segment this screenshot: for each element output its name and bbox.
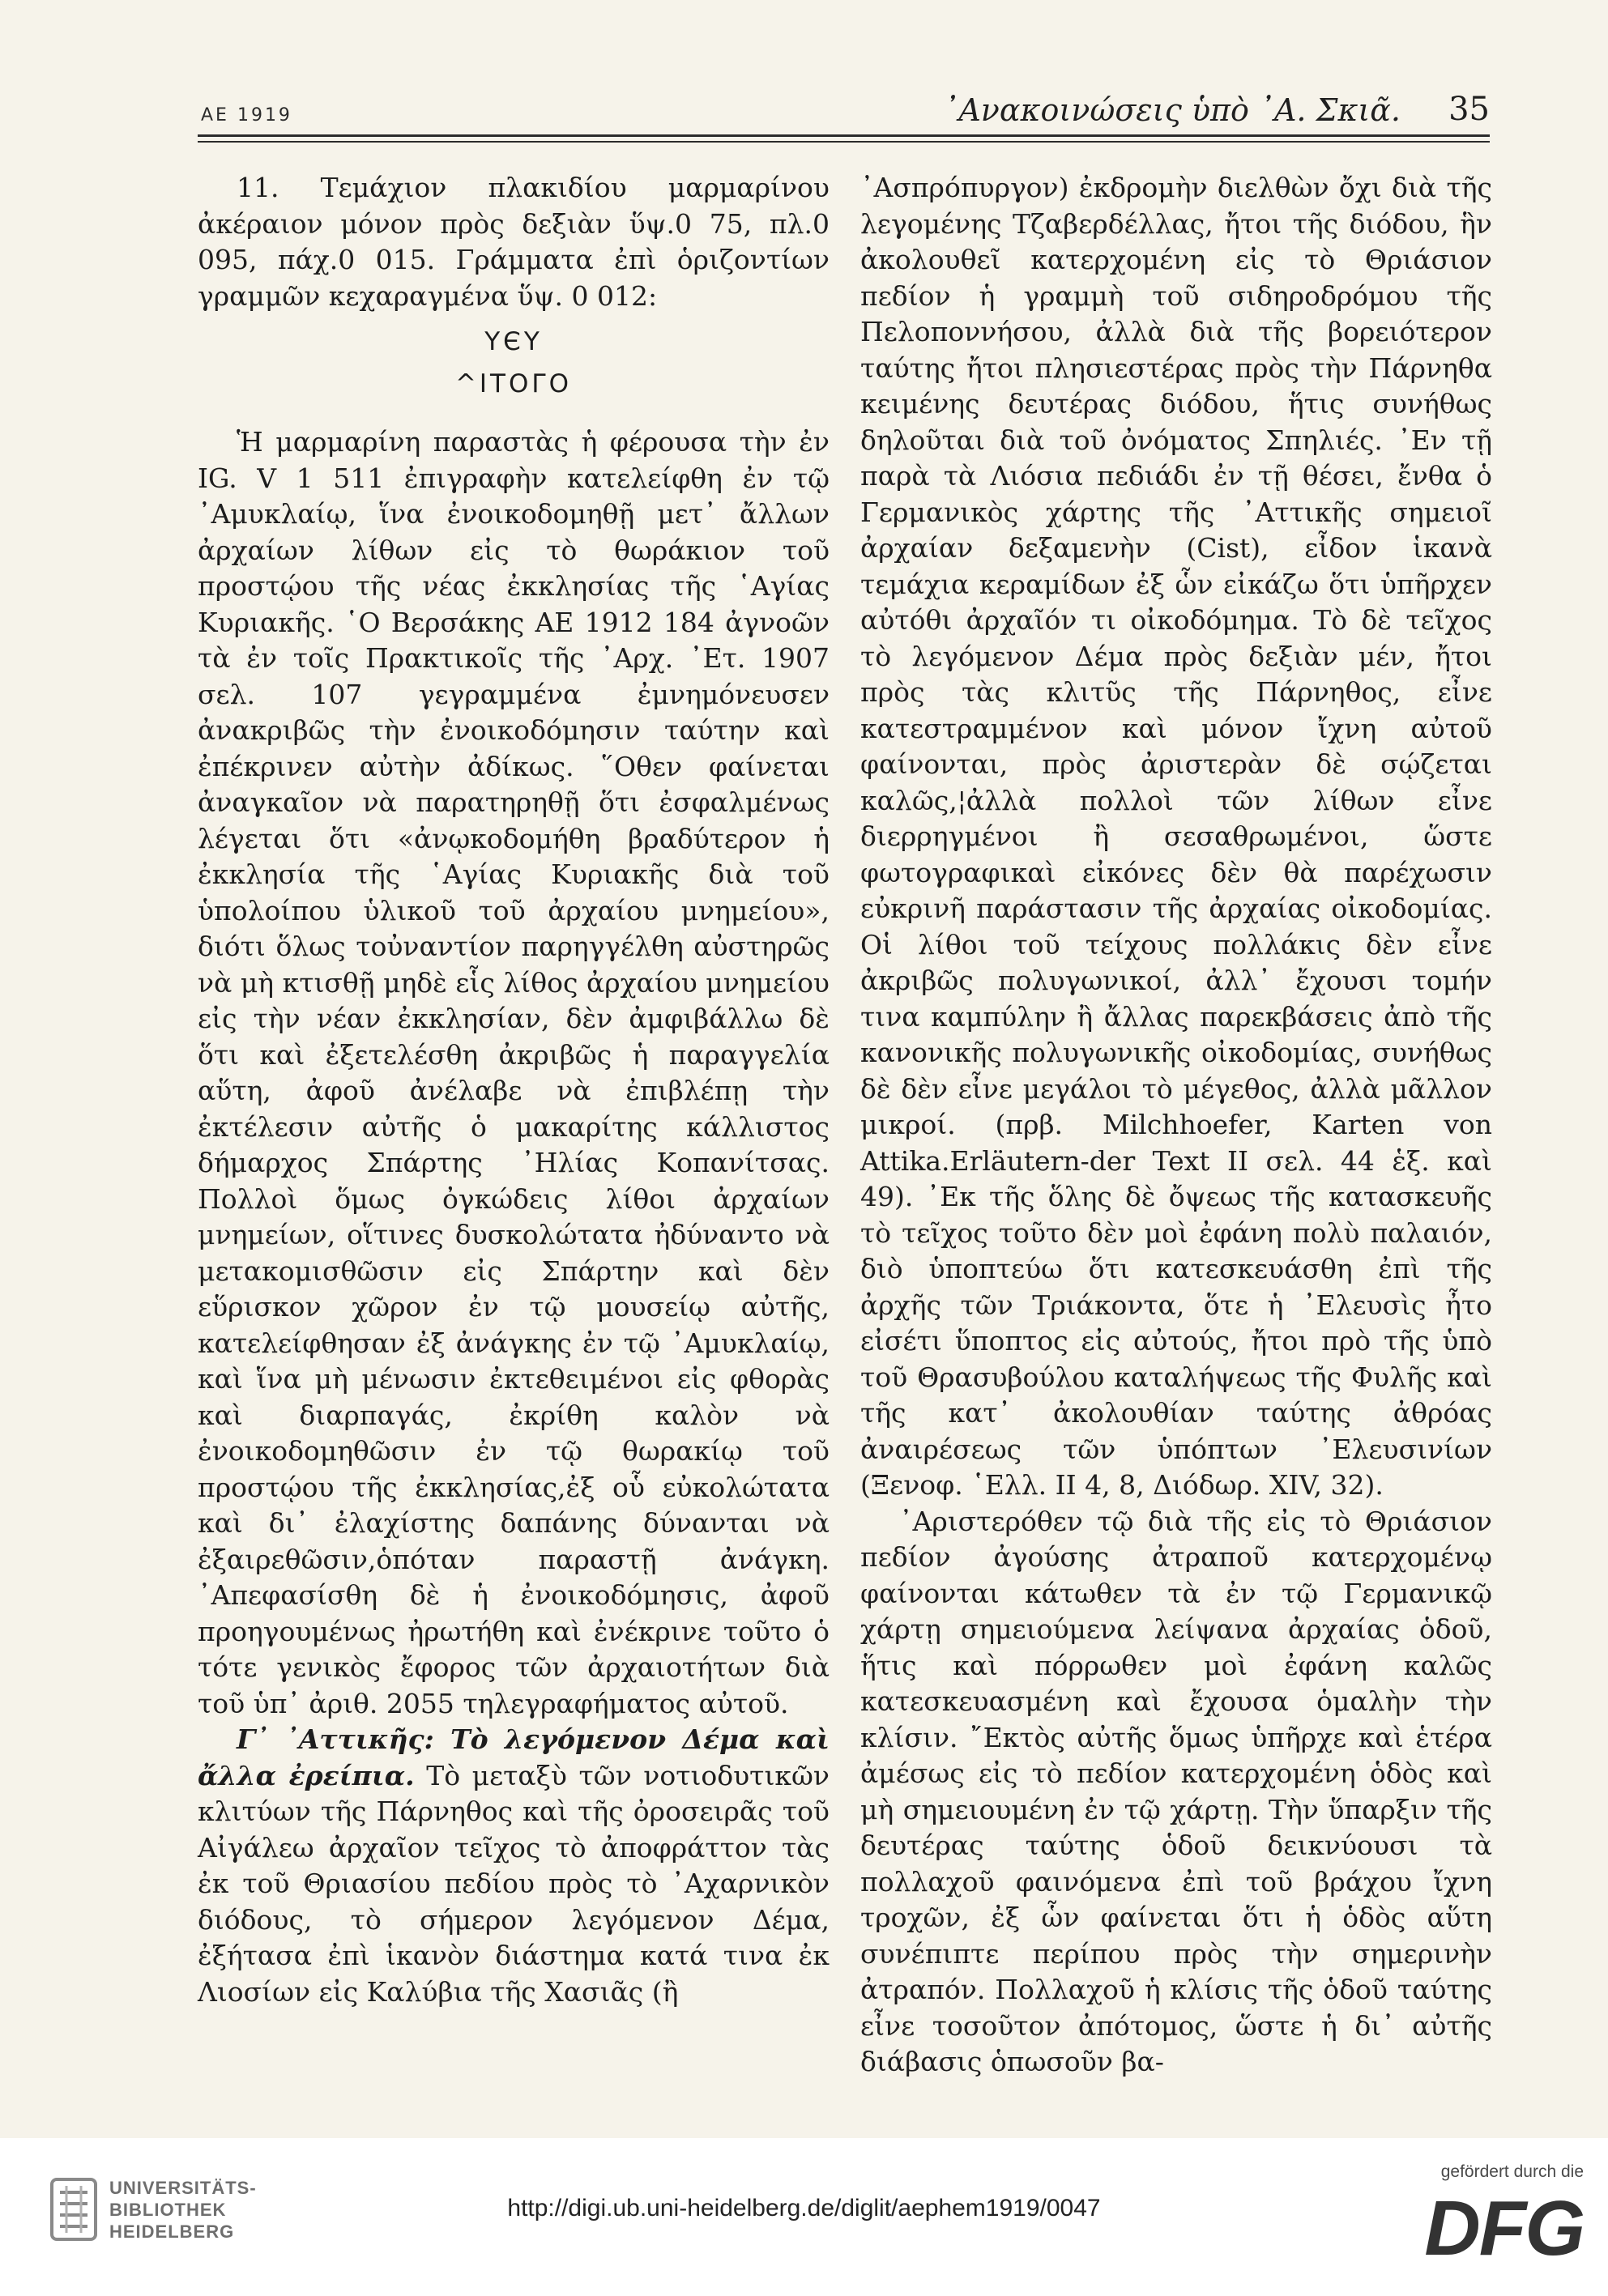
left-column (198, 170, 830, 2010)
library-name-line-1: UNIVERSITÄTS- (109, 2178, 257, 2198)
right-column (860, 170, 1492, 2081)
library-name-line-3: HEIDELBERG (109, 2221, 235, 2242)
header-rule-top (198, 134, 1490, 137)
paragraph-dema-wall: ᾿Ασπρόπυργον) ἐκδρομὴν διελθὼν ὄχι διὰ τῆς λεγομένης Τζαβερδέλλας, ἤτοι τῆς διόδου, ἣν ἀκολουθεῖ κατερχομένη εἰς τὸ Θριάσιον πεδίον ἡ γραμμὴ τοῦ σιδηροδρόμου τῆς Πελοποννήσου, ἀλλὰ διὰ τῆς βορειότερον ταύτης ἤτοι πλησιεστέρας πρὸς τὴν Πάρνηθα κειμένης δευτέρας διόδου, ἥτις συνήθως δηλοῦται διὰ τοῦ ὀνόματος Σπηλιές. ᾿Εν τῇ παρὰ τὰ Λιόσια πεδιάδι ἐν τῇ θέσει, ἔνθα ὁ Γερμανικὸς χάρτης τῆς ᾿Αττικῆς σημειοῖ ἀρχαίαν δεξαμενὴν (Cist), εἶδον ἱκανὰ τεμάχια κεραμίδων ἐξ ὧν εἰκάζω ὅτι ὑπῆρχεν αὐτόθι ἀρχαῖόν τι οἰκοδόμημα. Τὸ δὲ τεῖχος τὸ λεγόμενον Δέμα πρὸς δεξιὰν μέν, ἤτοι πρὸς τὰς κλιτῦς τῆς Πάρνηθος, εἶνε κατεστραμμένον καὶ μόνον ἴχνη αὐτοῦ φαίνονται, πρὸς ἀριστερὰν δὲ σῴζεται καλῶς,¦ἀλλὰ πολλοὶ τῶν λίθων εἶνε διερρηγμένοι ἢ σεσαθρωμένοι, ὥστε φωτογραφικαὶ εἰκόνες δὲν θὰ παρέχωσιν εὐκρινῆ παράστασιν τῆς ἀρχαίας οἰκοδομίας. Οἱ λίθοι τοῦ τείχους πολλάκις δὲν εἶνε ἀκριβῶς πολυγωνικοί, ἀλλ᾿ ἔχουσι τομήν τινα καμπύλην ἢ ἄλλας παρεκβάσεις ἀπὸ τῆς κανονικῆς πολυγωνικῆς οἰκοδομίας, συνήθως δὲ δὲν εἶνε μεγάλοι τὸ μέγεθος, ἀλλὰ μᾶλλον μικροί. (πρβ. Milchhoefer, Karten von Attika.Erläutern-der Text II σελ. 44 ἑξ. καὶ 49). ᾿Εκ τῆς ὅλης δὲ ὄψεως τῆς κατασκευῆς τὸ τεῖχος τοῦτο δὲν μοὶ ἐφάνη πολὺ παλαιόν, διὸ ὑποπτεύω ὅτι κατεσκευάσθη ἐπὶ τῆς ἀρχῆς τῶν Τριάκοντα, ὅτε ἡ ᾿Ελευσὶς ἦτο εἰσέτι ὕποπτος εἰς αὐτούς, ἤτοι πρὸ τῆς ὑπὸ τοῦ Θρασυβούλου καταλήψεως τῆς Φυλῆς καὶ τῆς κατ᾿ ἀκολουθίαν ταύτης ἀθρόας ἀναιρέσεως τῶν ὑπόπτων ᾿Ελευσινίων (Ξενοφ. ῾Ελλ. II 4, 8, Διόδωρ. XIV, 32). (860, 172, 1492, 1501)
permalink-url[interactable]: http://digi.ub.uni-heidelberg.de/diglit/aephem1919/0047 (507, 2195, 1101, 2221)
section-heading: Γ᾿ ᾿Αττικῆς: Τὸ λεγόμενον Δέμα καὶ ἄλλα ἐρείπια. (198, 1723, 830, 1791)
header-rule-bottom (198, 141, 1490, 143)
paragraph-ancient-road: ᾿Αριστερόθεν τῷ διὰ τῆς εἰς τὸ Θριάσιον πεδίον ἀγούσης ἀτραποῦ κατερχομένῳ φαίνονται κάτωθεν τὰ ἐν τῷ Γερμανικῷ χάρτῃ σημειούμενα λείψανα ἀρχαίας ὁδοῦ, ἥτις καὶ πόρρωθεν μοὶ ἐφάνη καλῶς κατεσκευασμένη καὶ ἔχουσα ὁμαλὴν τὴν κλίσιν. ῎Εκτὸς αὐτῆς ὅμως ὑπῆρχε καὶ ἑτέρα ἀμέσως εἰς τὸ πεδίον κατερχομένη ὁδὸς καὶ μὴ σημειουμένη ἐν τῷ χάρτῃ. Τὴν ὕπαρξιν τῆς δευτέρας ταύτης ὁδοῦ δεικνύουσι τὰ πολλαχοῦ φαινόμενα ἐπὶ τοῦ βράχου ἴχνη τροχῶν, ἐξ ὧν φαίνεται ὅτι ἡ ὁδὸς αὕτη συνέπιπτε περίπου πρὸς τὴν σημερινὴν ἀτραπόν. Πολλαχοῦ ἡ κλίσις τῆς ὁδοῦ ταύτης εἶνε τοσοῦτον ἀπότομος, ὥστε ἡ δι᾿ αὐτῆς διάβασις ὁπωσοῦν βα- (860, 1505, 1492, 2077)
inscription-line-1: ΥЄΥ (484, 327, 543, 356)
paragraph-attica (198, 1722, 830, 2010)
section-body: Τὸ μεταξὺ τῶν νοτιοδυτικῶν κλιτύων τῆς Πάρνηθος καὶ τῆς ὀροσειρᾶς τοῦ Αἰγάλεω ἀρχαῖον τεῖχος τὸ ἀποφράττον τὰς ἐκ τοῦ Θριασίου πεδίου πρὸς τὸ ᾿Αχαρνικὸν διόδους, τὸ σήμερον λεγόμενον Δέμα, ἐξήτασα ἐπὶ ἱκανὸν διάστημα κατά τινα ἐκ Λιοσίων εἰς Καλύβια τῆς Χασιᾶς (ἢ (198, 1759, 830, 2008)
paragraph-item-11: 11. Τεμάχιον πλακιδίου μαρμαρίνου ἀκέραιον μόνον πρὸς δεξιὰν ὕψ.0 75, πλ.0 095, πάχ.0 015. Γράμματα ἐπὶ ὁριζοντίων γραμμῶν κεχαραγμένα ὕψ. 0 012: (198, 172, 830, 312)
digitization-footer (0, 2138, 1608, 2296)
paragraph-amyklaion: Ἡ μαρμαρίνη παραστὰς ἡ φέρουσα τὴν ἐν IG. V 1 511 ἐπιγραφὴν κατελείφθη ἐν τῷ ᾿Αμυκλαίῳ, ἵνα ἐνοικοδομηθῇ μετ᾿ ἄλλων ἀρχαίων λίθων εἰς τὸ θωράκιον τοῦ προστῴου τῆς νέας ἐκκλησίας τῆς ῾Αγίας Κυριακῆς. ῾Ο Βερσάκης ΑΕ 1912 184 ἀγνοῶν τὰ ἐν τοῖς Πρακτικοῖς τῆς ᾿Αρχ. ᾿Ετ. 1907 σελ. 107 γεγραμμένα ἐμνημόνευσεν ἀνακριβῶς τὴν ἐνοικοδόμησιν ταύτην καὶ ἐπέκρινεν αὐτὴν ἀδίκως. ῞Οθεν φαίνεται ἀναγκαῖον νὰ παρατηρηθῇ ὅτι ἐσφαλμένως λέγεται ὅτι «ἀνῳκοδομήθη βραδύτερον ἡ ἐκκλησία τῆς ῾Αγίας Κυριακῆς διὰ τοῦ ὑπολοίπου ὑλικοῦ τοῦ ἀρχαίου μνημείου», διότι ὅλως τοὐναντίον παρηγγέλθη αὐστηρῶς νὰ μὴ κτισθῇ μηδὲ εἷς λίθος ἀρχαίου μνημείου εἰς τὴν νέαν ἐκκλησίαν, δὲν ἀμφιβάλλω δὲ ὅτι καὶ ἐξετελέσθη ἀκριβῶς ἡ παραγγελία αὕτη, ἀφοῦ ἀνέλαβε νὰ ἐπιβλέπῃ τὴν ἐκτέλεσιν αὐτῆς ὁ μακαρίτης κάλλιστος δήμαρχος Σπάρτης ᾿Ηλίας Κοπανίτσας. Πολλοὶ ὅμως ὀγκώδεις λίθοι ἀρχαίων μνημείων, οἵτινες δυσκολώτατα ἠδύναντο νὰ μετακομισθῶσιν εἰς Σπάρτην καὶ δὲν εὕρισκον χῶρον ἐν τῷ μουσείῳ αὐτῆς, κατελείφθησαν ἐξ ἀνάγκης ἐν τῷ ᾿Αμυκλαίῳ, καὶ ἵνα μὴ μένωσιν ἐκτεθειμένοι εἰς φθορὰς καὶ διαρπαγάς, ἐκρίθη καλὸν νὰ ἐνοικοδομηθῶσιν ἐν τῷ θωρακίῳ τοῦ προστῴου τῆς ἐκκλησίας,ἐξ οὗ εὐκολώτατα καὶ δι᾿ ἐλαχίστης δαπάνης δύνανται νὰ ἐξαιρεθῶσιν,ὁπόταν παραστῇ ἀνάγκη. ᾿Απεφασίσθη δὲ ἡ ἐνοικοδόμησις, ἀφοῦ προηγουμένως ἠρωτήθη καὶ ἐνέκρινε τοῦτο ὁ τότε γενικὸς ἔφορος τῶν ἀρχαιοτήτων διὰ τοῦ ὑπ᾿ ἀριθ. 2055 τηλεγραφήματος αὐτοῦ. (198, 426, 830, 1719)
inscription-line-2: ^ΙΤΟΓΟ (454, 369, 573, 398)
dfg-logo: DFG (1424, 2185, 1584, 2272)
running-title: ᾿Ανακοινώσεις ὑπὸ ᾿Α. Σκιᾶ. (943, 92, 1401, 128)
page-number: 35 (1448, 91, 1490, 128)
inscription-transcription (198, 321, 830, 405)
journal-abbrev: ΑΕ 1919 (201, 105, 292, 126)
running-header (198, 83, 1490, 139)
funding-caption: gefördert durch die (1440, 2162, 1584, 2181)
library-name-line-2: BIBLIOTHEK (109, 2200, 227, 2220)
